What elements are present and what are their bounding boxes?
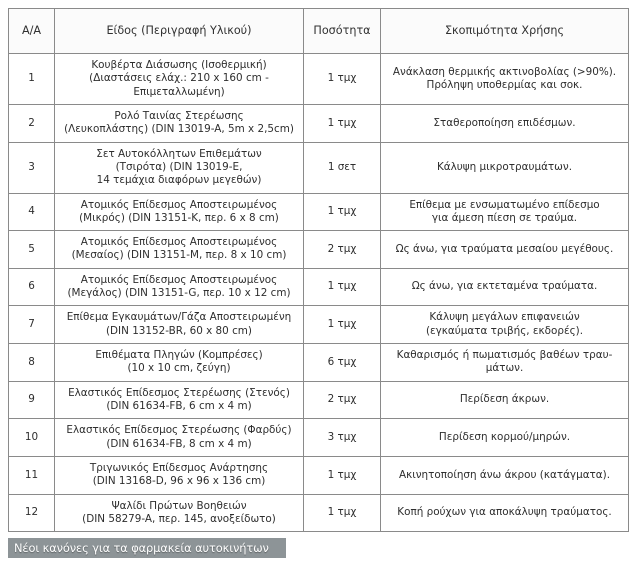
item-description-line: (10 x 10 cm, ζεύγη): [127, 362, 231, 375]
purpose-of-use-line: μάτων.: [485, 362, 524, 375]
item-description-line: (DIN 58279-A, περ. 145, ανοξείδωτο): [82, 512, 276, 525]
quantity-value: 6 τμχ: [304, 344, 381, 382]
purpose-of-use-line: Καθαρισμός ή πωματισμός βαθέων τραυ-: [396, 349, 613, 361]
row-number: 6: [9, 268, 55, 306]
item-description-line: Ατομικός Επίδεσμος Αποστειρωμένος: [80, 198, 278, 211]
item-description-line: Επιθέματα Πληγών (Κομπρέσες): [95, 349, 263, 361]
purpose-of-use-line: Ως άνω, για τραύματα μεσαίου μεγέθους.: [395, 242, 614, 255]
quantity-value: 1 τμχ: [304, 54, 381, 105]
table-row: [9, 381, 629, 419]
item-description: [55, 381, 304, 419]
purpose-of-use-line: Ακινητοποίηση άνω άκρου (κατάγματα).: [398, 468, 611, 481]
purpose-of-use: [381, 456, 629, 494]
item-description-line: Επίθεμα Εγκαυμάτων/Γάζα Αποστειρωμένη: [66, 311, 292, 324]
item-description-line: (DIN 13168-D, 96 x 96 x 136 cm): [92, 475, 266, 488]
table-row: [9, 104, 629, 142]
caption-overlay: Νέοι κανόνες για τα φαρμακεία αυτοκινήτων: [8, 538, 286, 558]
item-description-line: Ψαλίδι Πρώτων Βοηθειών: [111, 499, 247, 512]
row-number: 8: [9, 344, 55, 382]
purpose-of-use: [381, 306, 629, 344]
table-body: [9, 54, 629, 532]
item-description-line: (Μικρός) (DIN 13151-K, περ. 6 x 8 cm): [79, 211, 279, 224]
row-number: 10: [9, 419, 55, 457]
quantity-value: 1 σετ: [304, 142, 381, 193]
table-row: [9, 193, 629, 231]
item-description: [55, 306, 304, 344]
row-number: 11: [9, 456, 55, 494]
purpose-of-use: [381, 231, 629, 269]
purpose-of-use: [381, 494, 629, 532]
item-description-line: Ρολό Ταινίας Στερέωσης: [114, 109, 244, 122]
purpose-of-use-line: Κάλυψη μικροτραυμάτων.: [436, 160, 572, 173]
item-description-line: Ατομικός Επίδεσμος Αποστειρωμένος: [80, 236, 278, 249]
item-description-line: (Μεσαίος) (DIN 13151-M, περ. 8 x 10 cm): [71, 249, 287, 262]
item-description-line: Κουβέρτα Διάσωσης (Ισοθερμική): [91, 59, 267, 71]
item-description: [55, 104, 304, 142]
purpose-of-use: [381, 104, 629, 142]
purpose-of-use: [381, 268, 629, 306]
purpose-of-use-line: Πρόληψη υποθερμίας και σοκ.: [426, 78, 583, 91]
item-description: [55, 54, 304, 105]
quantity-value: 1 τμχ: [304, 268, 381, 306]
item-description: [55, 344, 304, 382]
purpose-of-use-line: Περίδεση κορμού/μηρών.: [438, 430, 571, 443]
item-description-line: (DIN 61634-FB, 6 cm x 4 m): [106, 399, 252, 412]
row-number: 9: [9, 381, 55, 419]
item-description: [55, 456, 304, 494]
row-number: 3: [9, 142, 55, 193]
quantity-value: 1 τμχ: [304, 193, 381, 231]
table-header-row: [9, 9, 629, 54]
item-description-line: Ελαστικός Επίδεσμος Στερέωσης (Στενός): [68, 386, 290, 399]
purpose-of-use-line: Περίδεση άκρων.: [459, 393, 550, 406]
item-description: [55, 494, 304, 532]
item-description: [55, 268, 304, 306]
table-row: [9, 419, 629, 457]
purpose-of-use-line: Επίθεμα με ενσωματωμένο επίδεσμο: [409, 198, 600, 211]
item-description: [55, 142, 304, 193]
purpose-of-use: [381, 381, 629, 419]
item-description-line: (Μεγάλος) (DIN 13151-G, περ. 10 x 12 cm): [67, 287, 291, 300]
column-header-use: Σκοπιμότητα Χρήσης: [381, 9, 629, 54]
column-header-aa: A/A: [9, 9, 55, 54]
purpose-of-use-line: Ως άνω, για εκτεταμένα τραύματα.: [411, 280, 598, 293]
row-number: 2: [9, 104, 55, 142]
purpose-of-use-line: Κάλυψη μεγάλων επιφανειών: [429, 311, 580, 324]
first-aid-kit-table: [8, 8, 629, 532]
quantity-value: 1 τμχ: [304, 104, 381, 142]
item-description-line: (Τσιρότα) (DIN 13019-E,: [115, 160, 243, 173]
item-description: [55, 231, 304, 269]
item-description-line: (DIN 61634-FB, 8 cm x 4 m): [106, 437, 252, 450]
quantity-value: 2 τμχ: [304, 381, 381, 419]
purpose-of-use: [381, 344, 629, 382]
purpose-of-use-line: Ανάκλαση θερμικής ακτινοβολίας (>90%).: [392, 65, 617, 78]
item-description-line: (DIN 13152-BR, 60 x 80 cm): [106, 324, 252, 337]
item-description-line: Επιμεταλλωμένη): [133, 85, 225, 98]
purpose-of-use: [381, 54, 629, 105]
item-description-line: Ελαστικός Επίδεσμος Στερέωσης (Φαρδύς): [66, 424, 292, 437]
item-description-line: 14 τεμάχια διαφόρων μεγεθών): [96, 174, 262, 187]
column-header-item: Είδος (Περιγραφή Υλικού): [55, 9, 304, 54]
column-header-qty: Ποσότητα: [304, 9, 381, 54]
first-aid-kit-sheet: [8, 8, 628, 532]
item-description: [55, 419, 304, 457]
row-number: 5: [9, 231, 55, 269]
table-row: [9, 54, 629, 105]
quantity-value: 1 τμχ: [304, 306, 381, 344]
item-description-line: Ατομικός Επίδεσμος Αποστειρωμένος: [80, 273, 278, 286]
quantity-value: 2 τμχ: [304, 231, 381, 269]
item-description-line: Σετ Αυτοκόλλητων Επιθεμάτων: [96, 147, 262, 160]
quantity-value: 1 τμχ: [304, 456, 381, 494]
table-row: [9, 268, 629, 306]
purpose-of-use: [381, 142, 629, 193]
purpose-of-use-line: Κοπή ρούχων για αποκάλυψη τραύματος.: [397, 506, 612, 519]
purpose-of-use: [381, 419, 629, 457]
row-number: 1: [9, 54, 55, 105]
item-description-line: Τριγωνικός Επίδεσμος Ανάρτησης: [89, 461, 269, 474]
table-row: [9, 231, 629, 269]
table-header: [9, 9, 629, 54]
table-row: [9, 494, 629, 532]
purpose-of-use-line: Σταθεροποίηση επιδέσμων.: [433, 116, 576, 129]
row-number: 7: [9, 306, 55, 344]
quantity-value: 1 τμχ: [304, 494, 381, 532]
table-row: [9, 344, 629, 382]
item-description-line: (Διαστάσεις ελάχ.: 210 x 160 cm -: [89, 72, 269, 85]
quantity-value: 3 τμχ: [304, 419, 381, 457]
item-description: [55, 193, 304, 231]
purpose-of-use-line: (εγκαύματα τριβής, εκδορές).: [425, 324, 584, 337]
row-number: 4: [9, 193, 55, 231]
row-number: 12: [9, 494, 55, 532]
table-row: [9, 142, 629, 193]
item-description-line: (Λευκοπλάστης) (DIN 13019-A, 5m x 2,5cm): [64, 123, 294, 136]
purpose-of-use-line: για άμεση πίεση σε τραύμα.: [431, 211, 578, 224]
table-row: [9, 306, 629, 344]
purpose-of-use: [381, 193, 629, 231]
table-row: [9, 456, 629, 494]
